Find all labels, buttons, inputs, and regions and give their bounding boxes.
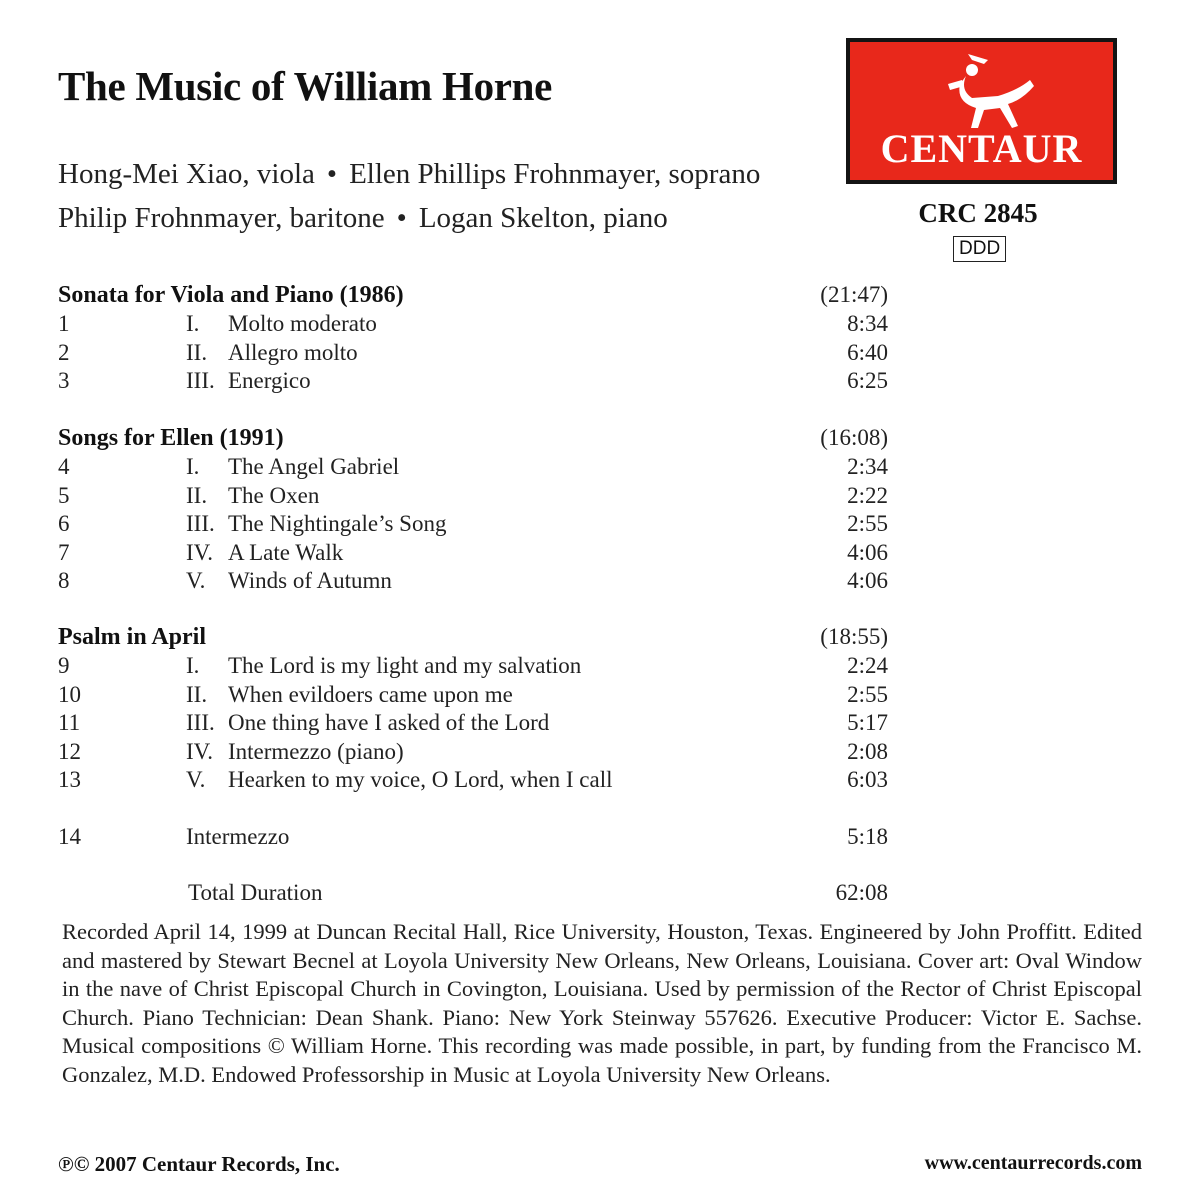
work-duration: (16:08) (820, 425, 888, 450)
bullet-separator: • (326, 158, 338, 190)
movement-numeral: V. (186, 568, 206, 594)
track-row (58, 368, 888, 397)
work-title: Psalm in April (58, 624, 207, 650)
bullet-separator: • (396, 202, 407, 234)
copyright: ℗© 2007 Centaur Records, Inc. (58, 1152, 340, 1176)
album-title: The Music of William Horne (58, 63, 553, 109)
movement-numeral: II. (186, 339, 208, 365)
track-time: 6:25 (847, 368, 888, 394)
movement-numeral: I. (186, 311, 200, 336)
track-title: The Oxen (228, 482, 320, 508)
performer-piano: Logan Skelton, piano (418, 202, 668, 234)
work-header (58, 624, 888, 654)
track-title: Energico (228, 368, 311, 394)
track-time: 6:03 (847, 767, 888, 793)
track-number: 1 (58, 311, 70, 336)
track-number: 7 (58, 539, 70, 565)
total-duration-label: Total Duration (188, 880, 323, 905)
track-number: 5 (58, 482, 70, 508)
performer-soprano: Ellen Phillips Frohnmayer, soprano (349, 158, 761, 190)
track-title: Hearken to my voice, O Lord, when I call (228, 767, 613, 793)
track-title: The Lord is my light and my salvation (228, 653, 582, 678)
track-time: 2:08 (847, 738, 888, 764)
movement-numeral: I. (186, 454, 200, 479)
performer-baritone: Philip Frohnmayer, baritone (58, 202, 385, 234)
work-duration: (21:47) (820, 282, 888, 307)
track-time: 4:06 (847, 539, 888, 565)
track-row (58, 824, 888, 853)
track-row (58, 739, 888, 768)
movement-numeral: III. (186, 710, 215, 736)
track-row (58, 568, 888, 597)
track-title: The Nightingale’s Song (228, 511, 447, 537)
work-header (58, 282, 888, 312)
track-number: 4 (58, 454, 70, 479)
track-title: Molto moderato (228, 311, 377, 336)
track-title: Allegro molto (228, 339, 358, 365)
work-duration: (18:55) (820, 624, 888, 649)
track-row (58, 767, 888, 796)
track-time: 4:06 (847, 568, 888, 594)
performers-line-2 (58, 202, 668, 235)
movement-numeral: II. (186, 681, 208, 707)
centaur-figure-icon (938, 50, 1038, 132)
track-title: One thing have I asked of the Lord (228, 710, 550, 736)
work-title: Sonata for Viola and Piano (1986) (58, 282, 404, 308)
track-title: When evildoers came upon me (228, 681, 513, 707)
track-title: A Late Walk (228, 539, 344, 565)
track-time: 6:40 (847, 339, 888, 365)
movement-numeral: IV. (186, 738, 214, 764)
track-time: 2:22 (847, 482, 888, 508)
track-title: The Angel Gabriel (228, 454, 400, 479)
track-title: Intermezzo (piano) (228, 738, 404, 764)
website-url: www.centaurrecords.com (924, 1152, 1142, 1174)
track-time: 2:34 (847, 454, 888, 479)
movement-numeral: III. (186, 511, 215, 537)
track-time: 2:55 (847, 681, 888, 707)
work-title: Songs for Ellen (1991) (58, 425, 284, 451)
movement-numeral: III. (186, 368, 215, 394)
recording-code-badge: DDD (953, 236, 1006, 262)
track-number: 3 (58, 368, 70, 394)
track-number: 12 (58, 738, 81, 764)
track-title: Winds of Autumn (228, 568, 392, 594)
track-time: 2:55 (847, 511, 888, 537)
movement-numeral: V. (186, 767, 206, 793)
track-number: 10 (58, 681, 81, 707)
track-row (58, 454, 888, 483)
track-row (58, 511, 888, 540)
performer-viola: Hong-Mei Xiao, viola (58, 158, 315, 190)
movement-numeral: IV. (186, 539, 214, 565)
movement-numeral: II. (186, 482, 208, 508)
track-number: 9 (58, 653, 70, 678)
movement-numeral: I. (186, 653, 200, 678)
catalog-number: CRC 2845 (918, 198, 1038, 228)
logo-wordmark: CENTAUR (880, 126, 1083, 171)
work-header (58, 425, 888, 455)
performers-line-1 (58, 158, 760, 191)
track-time: 5:17 (847, 710, 888, 736)
centaur-logo (846, 38, 1117, 184)
track-row (58, 682, 888, 711)
total-duration-value: 62:08 (835, 880, 888, 905)
track-row (58, 483, 888, 512)
track-time: 2:24 (847, 653, 888, 678)
track-number: 8 (58, 568, 70, 594)
track-number: 6 (58, 511, 70, 537)
track-number: 2 (58, 339, 70, 365)
track-number: 13 (58, 767, 81, 793)
track-number: 14 (58, 824, 81, 849)
track-time: 5:18 (847, 824, 888, 849)
track-row (58, 340, 888, 369)
track-number: 11 (58, 710, 81, 736)
track-row (58, 311, 888, 340)
track-row (58, 710, 888, 739)
track-row (58, 653, 888, 682)
track-row (58, 540, 888, 569)
liner-notes: Recorded April 14, 1999 at Duncan Recital Hall, Rice University, Houston, Texas. Engineered by John Proffitt. Edited and mastered by Stewart Becnel at Loyola University New Orleans, New Orleans, Louisiana. Cover art: Oval Window in the nave of Christ Episcopal Church in Covington, Louisiana. Used by permission of the Rector of Christ Episcopal Church. Piano Technician: Dean Shank. Piano: New York Steinway 557626. Executive Producer: Victor E. Sachse. Musical compositions © William Horne. This recording was made possible, in part, by funding from the Francisco M. Gonzalez, M.D. Endowed Professorship in Music at Loyola University New Orleans. (62, 919, 1142, 1087)
track-title: Intermezzo (186, 824, 290, 849)
track-time: 8:34 (847, 311, 888, 336)
